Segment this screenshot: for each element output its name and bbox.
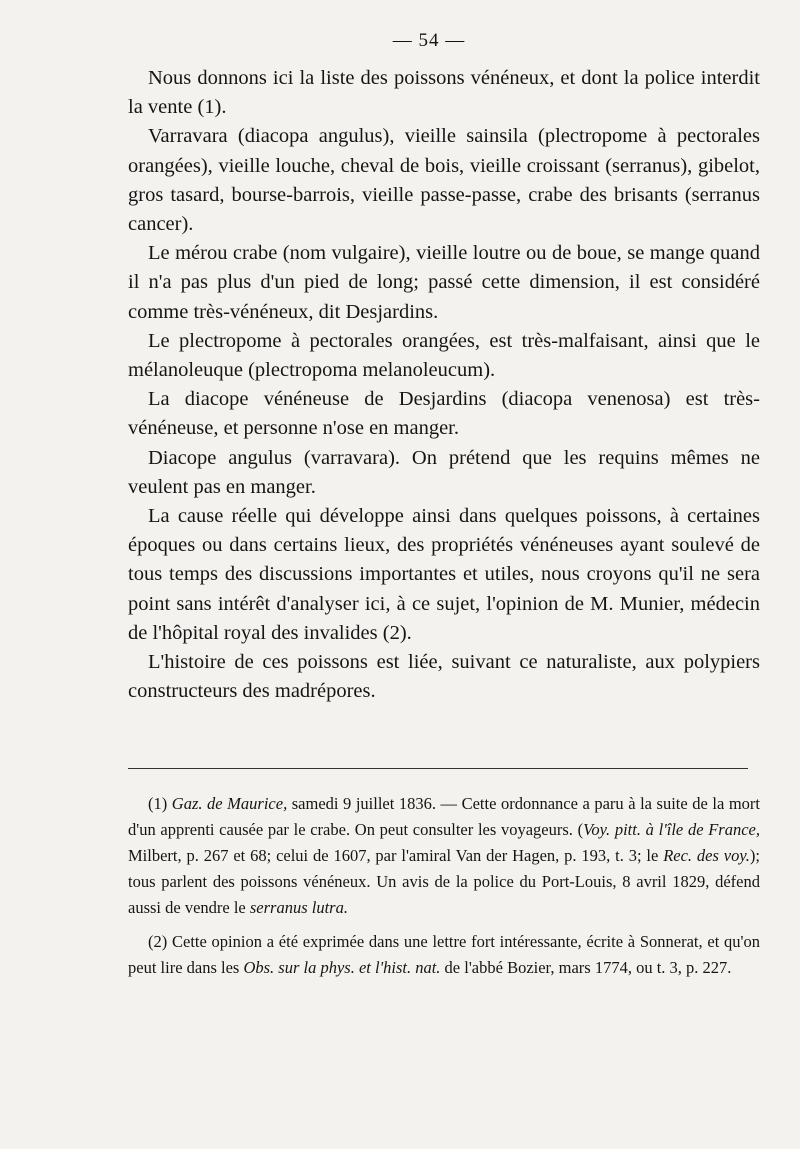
footnotes: [128, 791, 760, 981]
paragraph-intro: Nous donnons ici la liste des poissons vénéneux, et dont la police interdit la vente (1).: [128, 67, 760, 119]
page-number: — 54 —: [392, 30, 466, 51]
footnote-1-text: samedi 9 juillet 1836. — Cette ordonnance a paru à la suite de la mort d'un apprenti causée par le crabe. On peut consulter les voyageurs. (: [128, 794, 760, 840]
footnote-1-text-2: Milbert, p. 267 et 68; celui de 1607, par l'amiral Van der Hagen, p. 193, t. 3; le: [128, 846, 664, 866]
paragraph-cause: La cause réelle qui développe ainsi dans quelques poissons, à certaines époques ou dans certains lieux, des propriétés vénéneuses ayant soulevé de tous temps des discussions importantes et utiles, nous croyons qu'il ne sera point sans intérêt d'analyser ici, à ce sujet, l'opinion de M. Munier, médecin de l'hôpital royal des invalides (2).: [128, 505, 760, 644]
footnote-2-source: Obs. sur la phys. et l'hist. nat.: [243, 958, 441, 978]
footnote-divider: [128, 768, 748, 769]
paragraph-diacope-angulus: Diacope angulus (varravara). On prétend que les requins mêmes ne veulent pas en manger.: [128, 446, 760, 498]
footnote-1-text-3: ); tous parlent des poissons vénéneux. Un avis de la police du Port-Louis, 8 avril 1829, défend aussi de vendre le: [128, 846, 760, 918]
paragraph-diacope-venenosa: La diacope vénéneuse de Desjardins (diacopa venenosa) est très-vénéneuse, et personne n'ose en manger.: [128, 388, 760, 440]
paragraph-fish-list: Varravara (diacopa angulus), vieille sainsila (plectropome à pectorales orangées), vieille louche, cheval de bois, vieille croissant (serranus), gibelot, gros tasard, bourse-barrois, vieille passe-passe, crabe des brisants (serranus cancer).: [128, 125, 760, 236]
body-text: [128, 64, 760, 706]
footnote-1-voy-pitt: Voy. pitt. à l'île de France,: [583, 820, 760, 840]
footnote-1-source: Gaz. de Maurice,: [171, 794, 288, 814]
paragraph-merou-crabe: Le mérou crabe (nom vulgaire), vieille loutre ou de boue, se mange quand il n'a pas plus d'un pied de long; passé cette dimension, il est considéré comme très-vénéneux, dit Desjardins.: [128, 242, 760, 323]
footnote-1-serranus-lutra: serranus lutra.: [249, 898, 348, 918]
paragraph-histoire: L'histoire de ces poissons est liée, suivant ce naturaliste, aux polypiers constructeurs des madrépores.: [128, 651, 760, 703]
footnote-1-marker: (1): [148, 794, 172, 814]
footnote-2-text-2: de l'abbé Bozier, mars 1774, ou t. 3, p. 227.: [440, 958, 732, 978]
footnote-1-rec-voy: Rec. des voy.: [663, 846, 750, 866]
footnote-2-text: (2) Cette opinion a été exprimée dans une lettre fort intéressante, écrite à Sonnerat, et qu'on peut lire dans les: [128, 932, 760, 978]
paragraph-plectropome: Le plectropome à pectorales orangées, est très-malfaisant, ainsi que le mélanoleuque (plectropoma melanoleucum).: [128, 329, 760, 382]
footnote-2: [128, 929, 760, 981]
footnote-1: [128, 791, 760, 921]
